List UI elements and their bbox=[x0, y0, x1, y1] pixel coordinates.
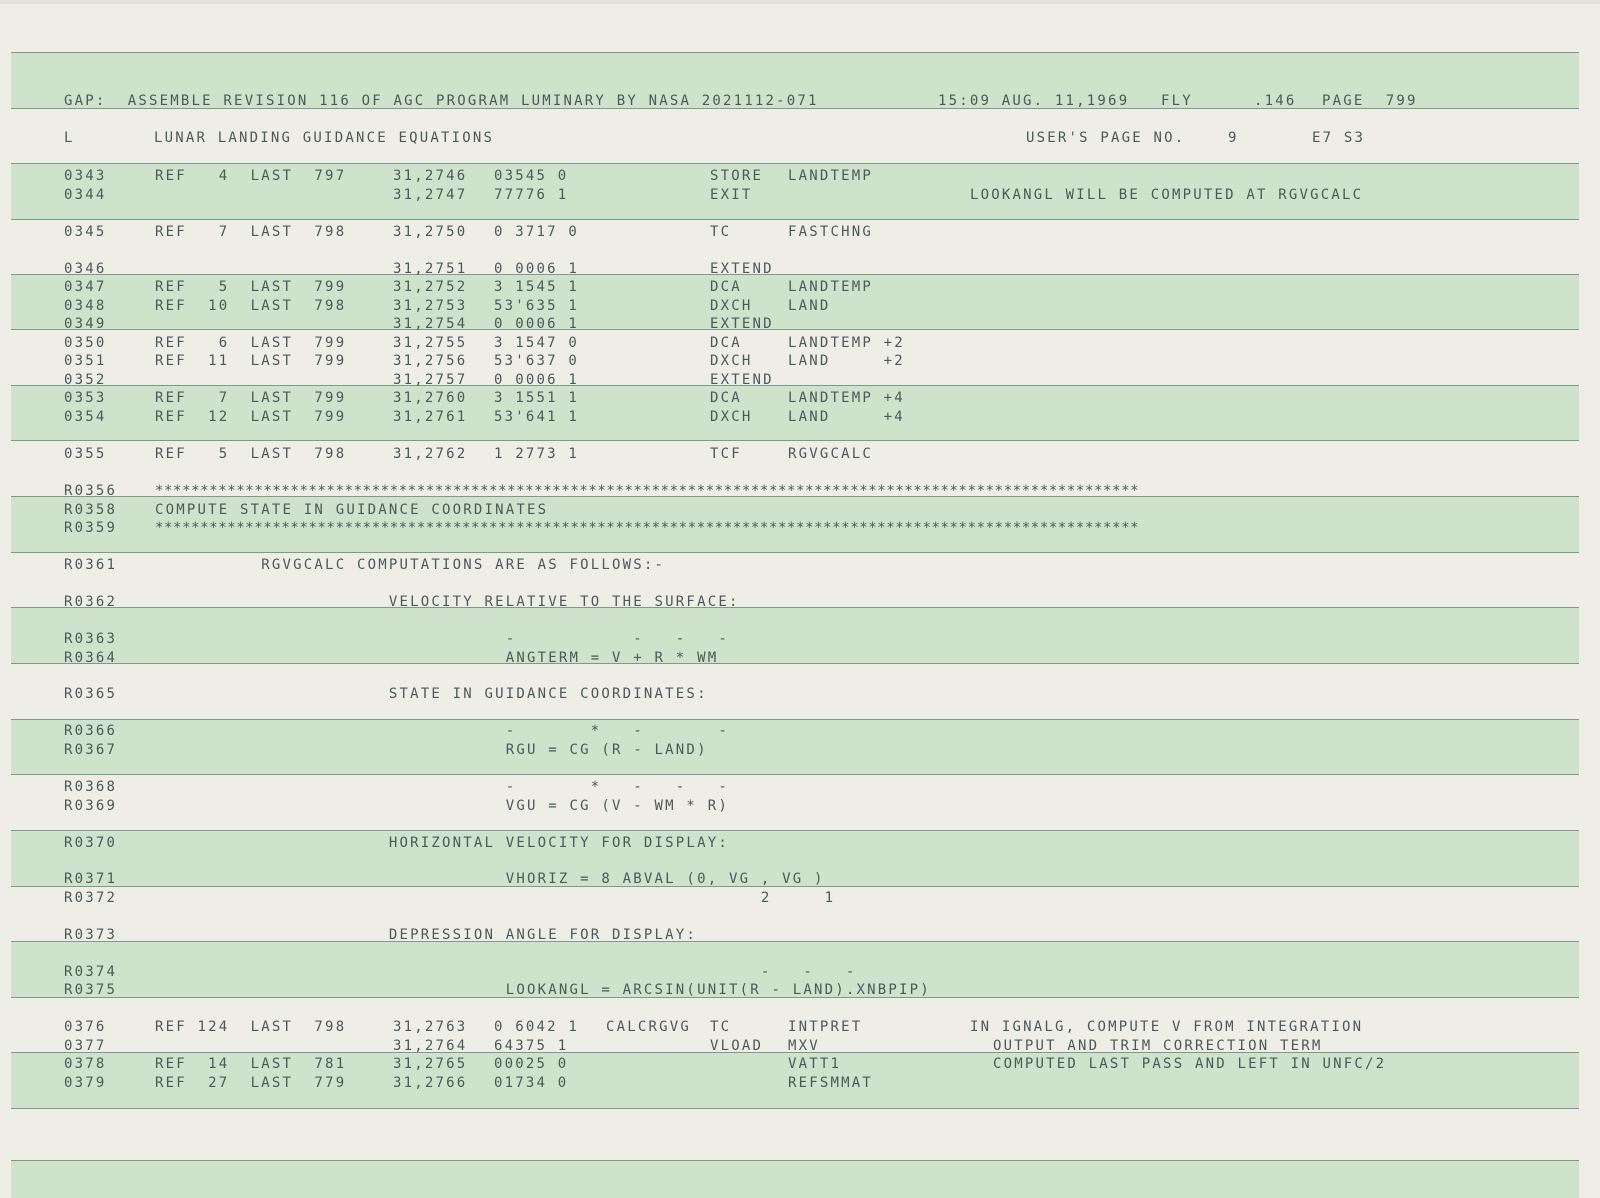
opcode: DCA bbox=[710, 279, 742, 295]
remark-number: R0368 bbox=[64, 779, 118, 795]
operand: LANDTEMP bbox=[788, 279, 874, 295]
remark-text: - * - - - bbox=[155, 779, 729, 795]
remark-text: STATE IN GUIDANCE COORDINATES: bbox=[155, 686, 708, 702]
octal-code: 0 0006 1 bbox=[494, 316, 580, 332]
operand: LAND +4 bbox=[788, 409, 905, 425]
operand: RGVGCALC bbox=[788, 446, 874, 462]
remark-number: R0361 bbox=[64, 557, 118, 573]
cross-reference: REF 7 LAST 799 bbox=[155, 390, 347, 406]
remark-number: R0374 bbox=[64, 964, 118, 980]
divider bbox=[11, 774, 1579, 775]
octal-code: 01734 0 bbox=[494, 1075, 569, 1091]
section-title: LUNAR LANDING GUIDANCE EQUATIONS bbox=[154, 130, 495, 146]
line-number: 0378 bbox=[64, 1056, 107, 1072]
octal-code: 64375 1 bbox=[494, 1038, 569, 1054]
divider bbox=[11, 440, 1579, 441]
octal-code: 3 1545 1 bbox=[494, 279, 580, 295]
cross-reference: REF 14 LAST 781 bbox=[155, 1056, 347, 1072]
comment: IN IGNALG, COMPUTE V FROM INTEGRATION bbox=[970, 1019, 1364, 1035]
opcode: EXTEND bbox=[710, 372, 774, 388]
remark-text: VGU = CG (V - WM * R) bbox=[155, 798, 729, 814]
remark-text: VELOCITY RELATIVE TO THE SURFACE: bbox=[155, 594, 740, 610]
remark-number: R0369 bbox=[64, 798, 118, 814]
opcode: EXTEND bbox=[710, 316, 774, 332]
remark-text: LOOKANGL = ARCSIN(UNIT(R - LAND).XNBPIP) bbox=[155, 982, 931, 998]
page-top-edge bbox=[0, 0, 1600, 4]
line-number: 0345 bbox=[64, 224, 107, 240]
operand: LANDTEMP bbox=[788, 168, 874, 184]
octal-code: 0 3717 0 bbox=[494, 224, 580, 240]
remark-number: R0356 bbox=[64, 483, 118, 499]
remark-text: 2 1 bbox=[155, 890, 836, 906]
listing-title: GAP: ASSEMBLE REVISION 116 OF AGC PROGRAM LUMINARY BY NASA 2021112-071 bbox=[64, 93, 819, 109]
address: 31,2756 bbox=[393, 353, 468, 369]
remark-text: VHORIZ = 8 ABVAL (0, VG , VG ) bbox=[155, 871, 825, 887]
opcode: STORE bbox=[710, 168, 764, 184]
divider bbox=[11, 329, 1579, 330]
cross-reference: REF 12 LAST 799 bbox=[155, 409, 347, 425]
comment: COMPUTED LAST PASS AND LEFT IN UNFC/2 bbox=[993, 1056, 1387, 1072]
comment: OUTPUT AND TRIM CORRECTION TERM bbox=[993, 1038, 1323, 1054]
remark-number: R0367 bbox=[64, 742, 118, 758]
address: 31,2761 bbox=[393, 409, 468, 425]
address: 31,2763 bbox=[393, 1019, 468, 1035]
stripe bbox=[11, 1160, 1579, 1198]
line-number: 0355 bbox=[64, 446, 107, 462]
divider bbox=[11, 52, 1579, 53]
octal-code: 0 0006 1 bbox=[494, 372, 580, 388]
remark-number: R0366 bbox=[64, 723, 118, 739]
address: 31,2764 bbox=[393, 1038, 468, 1054]
opcode: VLOAD bbox=[710, 1038, 764, 1054]
remark-number: R0375 bbox=[64, 982, 118, 998]
remark-number: R0363 bbox=[64, 631, 118, 647]
cross-reference: REF 27 LAST 779 bbox=[155, 1075, 347, 1091]
remark-number: R0359 bbox=[64, 520, 118, 536]
cross-reference: REF 5 LAST 799 bbox=[155, 279, 347, 295]
octal-code: 3 1547 0 bbox=[494, 335, 580, 351]
opcode: EXIT bbox=[710, 187, 753, 203]
operand: FASTCHNG bbox=[788, 224, 874, 240]
octal-code: 0 6042 1 bbox=[494, 1019, 580, 1035]
octal-code: 77776 1 bbox=[494, 187, 569, 203]
cross-reference: REF 11 LAST 799 bbox=[155, 353, 347, 369]
line-number: 0346 bbox=[64, 261, 107, 277]
remark-text: - - - bbox=[155, 964, 857, 980]
line-number: 0376 bbox=[64, 1019, 107, 1035]
operand: INTPRET bbox=[788, 1019, 863, 1035]
line-number: 0352 bbox=[64, 372, 107, 388]
address: 31,2752 bbox=[393, 279, 468, 295]
address: 31,2762 bbox=[393, 446, 468, 462]
remark-text: RGU = CG (R - LAND) bbox=[155, 742, 708, 758]
divider bbox=[11, 1160, 1579, 1161]
cross-reference: REF 124 LAST 798 bbox=[155, 1019, 347, 1035]
remark-number: R0370 bbox=[64, 835, 118, 851]
line-number: 0377 bbox=[64, 1038, 107, 1054]
comment: LOOKANGL WILL BE COMPUTED AT RGVGCALC bbox=[970, 187, 1364, 203]
divider bbox=[11, 1108, 1579, 1109]
cross-reference: REF 7 LAST 798 bbox=[155, 224, 347, 240]
address: 31,2753 bbox=[393, 298, 468, 314]
remark-number: R0364 bbox=[64, 650, 118, 666]
octal-code: 3 1551 1 bbox=[494, 390, 580, 406]
divider bbox=[11, 163, 1579, 164]
opcode: DXCH bbox=[710, 353, 753, 369]
remark-number: R0362 bbox=[64, 594, 118, 610]
octal-code: 00025 0 bbox=[494, 1056, 569, 1072]
address: 31,2755 bbox=[393, 335, 468, 351]
opcode: DCA bbox=[710, 335, 742, 351]
address: 31,2765 bbox=[393, 1056, 468, 1072]
users-page-number: USER'S PAGE NO. 9 bbox=[1026, 130, 1239, 146]
line-number: 0351 bbox=[64, 353, 107, 369]
address: 31,2746 bbox=[393, 168, 468, 184]
line-number: 0379 bbox=[64, 1075, 107, 1091]
divider bbox=[11, 830, 1579, 831]
operand: VATT1 bbox=[788, 1056, 842, 1072]
divider bbox=[11, 552, 1579, 553]
remark-number: R0372 bbox=[64, 890, 118, 906]
line-number: 0353 bbox=[64, 390, 107, 406]
remark-text: DEPRESSION ANGLE FOR DISPLAY: bbox=[155, 927, 698, 943]
address: 31,2766 bbox=[393, 1075, 468, 1091]
label: CALCRGVG bbox=[606, 1019, 692, 1035]
cross-reference: REF 4 LAST 797 bbox=[155, 168, 347, 184]
opcode: TCF bbox=[710, 446, 742, 462]
remark-text: HORIZONTAL VELOCITY FOR DISPLAY: bbox=[155, 835, 729, 851]
remark-text: COMPUTE STATE IN GUIDANCE COORDINATES bbox=[155, 502, 549, 518]
operand: LANDTEMP +2 bbox=[788, 335, 905, 351]
remark-text: RGVGCALC COMPUTATIONS ARE AS FOLLOWS:- bbox=[155, 557, 666, 573]
remark-number: R0358 bbox=[64, 502, 118, 518]
address: 31,2760 bbox=[393, 390, 468, 406]
octal-code: 1 2773 1 bbox=[494, 446, 580, 462]
opcode: TC bbox=[710, 1019, 732, 1035]
line-number: 0343 bbox=[64, 168, 107, 184]
remark-number: R0373 bbox=[64, 927, 118, 943]
octal-code: 53'637 0 bbox=[494, 353, 580, 369]
opcode: DXCH bbox=[710, 298, 753, 314]
cross-reference: REF 5 LAST 798 bbox=[155, 446, 347, 462]
address: 31,2757 bbox=[393, 372, 468, 388]
remark-text: ANGTERM = V + R * WM bbox=[155, 650, 719, 666]
opcode: TC bbox=[710, 224, 732, 240]
cross-reference: REF 10 LAST 798 bbox=[155, 298, 347, 314]
remark-text: - * - - bbox=[155, 723, 729, 739]
section-tag: E7 S3 bbox=[1312, 130, 1366, 146]
divider bbox=[11, 385, 1579, 386]
octal-code: 53'641 1 bbox=[494, 409, 580, 425]
listing-timestamp: 15:09 AUG. 11,1969 bbox=[938, 93, 1130, 109]
remark-text: - - - - bbox=[155, 631, 729, 647]
operand: LANDTEMP +4 bbox=[788, 390, 905, 406]
listing-mode: FLY bbox=[1161, 93, 1193, 109]
line-number: 0349 bbox=[64, 316, 107, 332]
address: 31,2754 bbox=[393, 316, 468, 332]
octal-code: 03545 0 bbox=[494, 168, 569, 184]
remark-number: R0365 bbox=[64, 686, 118, 702]
remark-text: ************************************************************************************************************* bbox=[155, 520, 1140, 536]
line-number: 0350 bbox=[64, 335, 107, 351]
line-number: 0347 bbox=[64, 279, 107, 295]
divider bbox=[11, 219, 1579, 220]
remark-number: R0371 bbox=[64, 871, 118, 887]
opcode: DCA bbox=[710, 390, 742, 406]
opcode: DXCH bbox=[710, 409, 753, 425]
remark-text: ************************************************************************************************************* bbox=[155, 483, 1140, 499]
operand: REFSMMAT bbox=[788, 1075, 874, 1091]
divider bbox=[11, 274, 1579, 275]
operand: LAND +2 bbox=[788, 353, 905, 369]
line-number: 0354 bbox=[64, 409, 107, 425]
address: 31,2750 bbox=[393, 224, 468, 240]
line-number: 0348 bbox=[64, 298, 107, 314]
octal-code: 0 0006 1 bbox=[494, 261, 580, 277]
listing-type: L bbox=[64, 130, 75, 146]
operand: MXV bbox=[788, 1038, 820, 1054]
divider bbox=[11, 719, 1579, 720]
address: 31,2751 bbox=[393, 261, 468, 277]
listing-elapsed: .146 bbox=[1254, 93, 1297, 109]
line-number: 0344 bbox=[64, 187, 107, 203]
page-number: PAGE 799 bbox=[1322, 93, 1418, 109]
octal-code: 53'635 1 bbox=[494, 298, 580, 314]
opcode: EXTEND bbox=[710, 261, 774, 277]
address: 31,2747 bbox=[393, 187, 468, 203]
operand: LAND bbox=[788, 298, 831, 314]
cross-reference: REF 6 LAST 799 bbox=[155, 335, 347, 351]
